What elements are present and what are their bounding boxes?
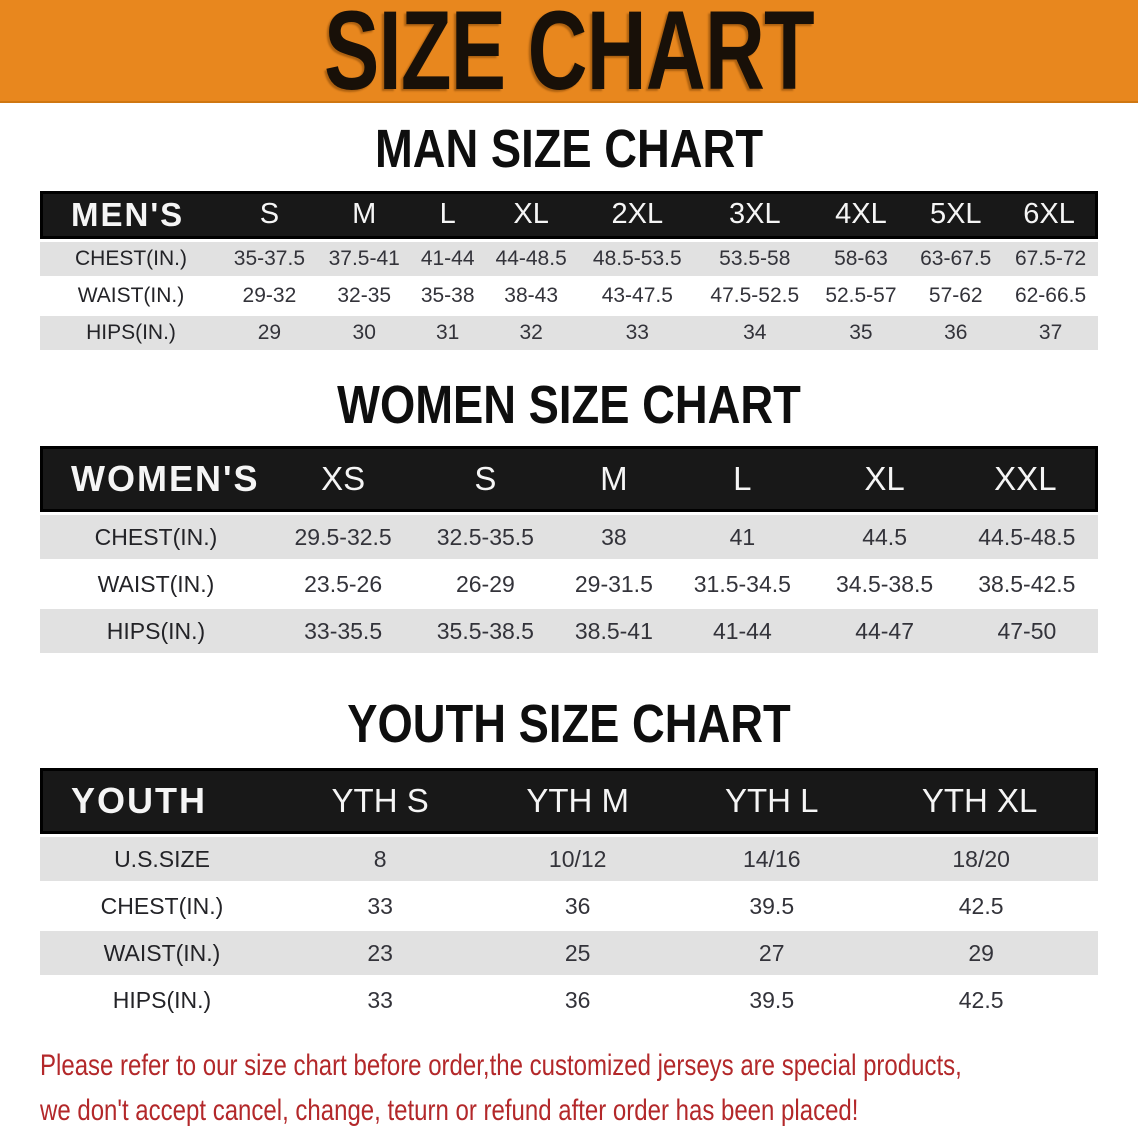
table-row: [40, 609, 1098, 653]
cell-value: 42.5: [958, 892, 1004, 919]
cell-value: 42.5: [958, 986, 1004, 1013]
size-column-label: S: [414, 446, 556, 512]
size-column-label: YTH S: [284, 768, 476, 834]
size-column-label: M: [557, 446, 672, 512]
cell-value: 23.5-26: [304, 570, 383, 597]
cell-value: 33-35.5: [272, 609, 414, 653]
cell-value: 29: [864, 931, 1098, 975]
cell-value: 32-35: [337, 283, 392, 307]
table-header-row: [40, 446, 1098, 512]
cell-value: 53.5-58: [696, 242, 813, 276]
cell-value: 63-67.5: [908, 242, 1003, 276]
cell-value: 41: [671, 515, 813, 559]
youth-section-title: YOUTH SIZE CHART: [347, 694, 791, 755]
row-label: HIPS(IN.): [112, 986, 212, 1013]
women-section-title: WOMEN SIZE CHART: [337, 374, 801, 435]
cell-value: 29.5-32.5: [272, 515, 414, 559]
cell-value: 10/12: [476, 837, 679, 881]
banner-title: SIZE CHART: [324, 0, 814, 103]
table-row: [40, 931, 1098, 975]
cell-value: 18/20: [864, 837, 1098, 881]
cell-value: 29-32: [242, 283, 297, 307]
cell-value: 32.5-35.5: [414, 515, 556, 559]
cell-value: 48.5-53.5: [579, 242, 696, 276]
cell-value: 34.5-38.5: [836, 570, 934, 597]
cell-value: 67.5-72: [1003, 242, 1098, 276]
youth-size-table: [40, 765, 1098, 1025]
size-column-label: M: [317, 191, 412, 239]
cell-value: 36: [564, 892, 591, 919]
cell-value: 31: [412, 316, 484, 350]
cell-value: 29-31.5: [574, 570, 653, 597]
cell-value: 33: [579, 316, 696, 350]
cell-value: 35-37.5: [222, 242, 317, 276]
table-row: [40, 562, 1098, 606]
cell-value: 32: [484, 316, 579, 350]
women-size-table: [40, 443, 1098, 656]
size-column-label: YTH L: [679, 768, 864, 834]
cell-value: 43-47.5: [601, 283, 673, 307]
size-column-label: YTH XL: [864, 768, 1098, 834]
cell-value: 23: [284, 931, 476, 975]
size-column-label: YTH M: [476, 768, 679, 834]
cell-value: 31.5-34.5: [693, 570, 791, 597]
size-column-label: 4XL: [814, 191, 909, 239]
group-label: WOMEN'S: [40, 446, 272, 512]
row-label: U.S.SIZE: [40, 837, 284, 881]
size-column-label: XXL: [956, 446, 1098, 512]
cell-value: 27: [679, 931, 864, 975]
size-chart-banner: [0, 0, 1138, 103]
cell-value: 25: [476, 931, 679, 975]
cell-value: 41-44: [412, 242, 484, 276]
size-column-label: L: [671, 446, 813, 512]
size-column-label: 5XL: [908, 191, 1003, 239]
table-row: [40, 837, 1098, 881]
row-label: HIPS(IN.): [40, 609, 272, 653]
disclaimer-note: [40, 1043, 1138, 1133]
disclaimer-line: we don't accept cancel, change, teturn or refund after order has been placed!: [40, 1094, 859, 1128]
table-row: [40, 279, 1098, 313]
cell-value: 44.5-48.5: [956, 515, 1098, 559]
cell-value: 26-29: [455, 570, 515, 597]
cell-value: 62-66.5: [1014, 283, 1087, 307]
size-column-label: L: [412, 191, 484, 239]
cell-value: 34: [696, 316, 813, 350]
table-row: [40, 978, 1098, 1022]
cell-value: 44-48.5: [484, 242, 579, 276]
cell-value: 35: [814, 316, 909, 350]
cell-value: 35-38: [420, 283, 475, 307]
cell-value: 38: [557, 515, 672, 559]
cell-value: 36: [564, 986, 591, 1013]
row-label: WAIST(IN.): [40, 931, 284, 975]
cell-value: 47.5-52.5: [710, 283, 800, 307]
size-column-label: XL: [484, 191, 579, 239]
cell-value: 47-50: [956, 609, 1098, 653]
cell-value: 35.5-38.5: [414, 609, 556, 653]
men-size-table: [40, 188, 1098, 353]
row-label: WAIST(IN.): [77, 283, 185, 307]
table-row: [40, 242, 1098, 276]
cell-value: 41-44: [671, 609, 813, 653]
table-header-row: [40, 191, 1098, 239]
cell-value: 38-43: [504, 283, 559, 307]
youth-section-heading: [0, 696, 1138, 753]
cell-value: 37.5-41: [317, 242, 412, 276]
row-label: HIPS(IN.): [40, 316, 222, 350]
row-label: WAIST(IN.): [97, 570, 215, 597]
group-label: YOUTH: [40, 768, 284, 834]
women-section-heading: [0, 374, 1138, 435]
cell-value: 8: [284, 837, 476, 881]
cell-value: 29: [222, 316, 317, 350]
size-column-label: 6XL: [1003, 191, 1098, 239]
cell-value: 57-62: [928, 283, 983, 307]
cell-value: 14/16: [679, 837, 864, 881]
cell-value: 38.5-41: [557, 609, 672, 653]
table-row: [40, 884, 1098, 928]
cell-value: 39.5: [749, 892, 795, 919]
group-label: MEN'S: [40, 191, 222, 239]
table-row: [40, 316, 1098, 350]
cell-value: 44-47: [813, 609, 955, 653]
table-header-row: [40, 768, 1098, 834]
table-row: [40, 515, 1098, 559]
cell-value: 38.5-42.5: [978, 570, 1076, 597]
row-label: CHEST(IN.): [40, 515, 272, 559]
cell-value: 58-63: [814, 242, 909, 276]
man-section-heading: [0, 121, 1138, 178]
row-label: CHEST(IN.): [40, 242, 222, 276]
size-column-label: XL: [813, 446, 955, 512]
cell-value: 33: [367, 986, 393, 1013]
cell-value: 33: [367, 892, 393, 919]
disclaimer-line: Please refer to our size chart before order,the customized jerseys are special products,: [40, 1049, 962, 1083]
size-column-label: 2XL: [579, 191, 696, 239]
cell-value: 30: [317, 316, 412, 350]
cell-value: 37: [1003, 316, 1098, 350]
cell-value: 39.5: [749, 986, 795, 1013]
size-column-label: XS: [272, 446, 414, 512]
size-column-label: S: [222, 191, 317, 239]
cell-value: 52.5-57: [825, 283, 897, 307]
size-column-label: 3XL: [696, 191, 813, 239]
man-section-title: MAN SIZE CHART: [374, 119, 764, 179]
cell-value: 44.5: [813, 515, 955, 559]
cell-value: 36: [908, 316, 1003, 350]
row-label: CHEST(IN.): [100, 892, 224, 919]
